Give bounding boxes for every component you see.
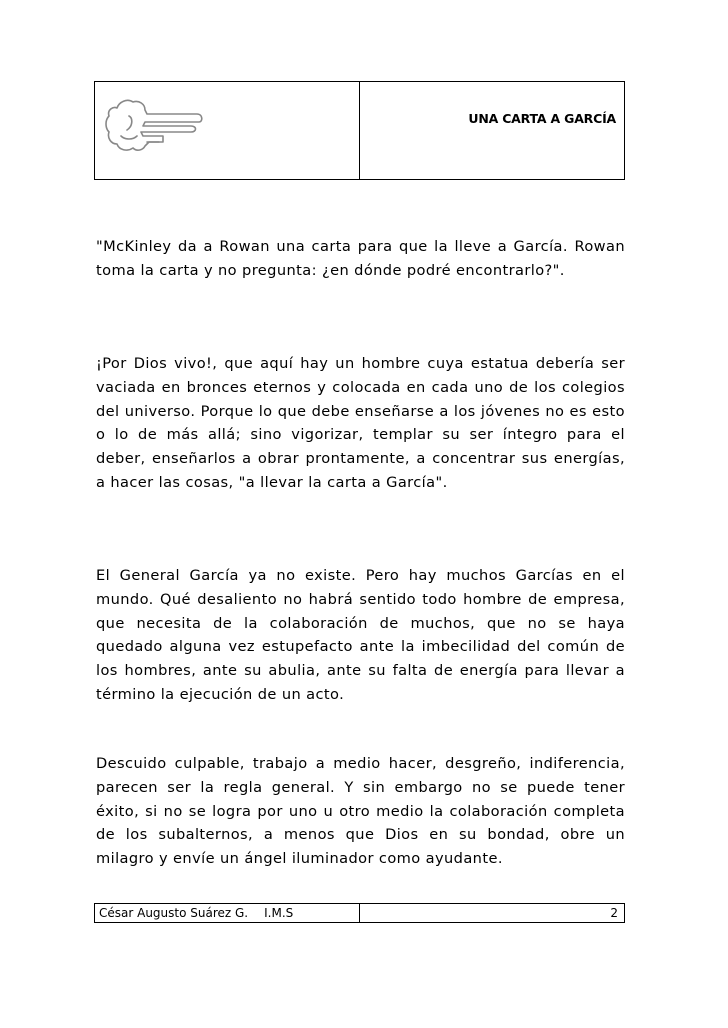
c-hand-logo-icon [103, 96, 203, 154]
footer-table [94, 903, 625, 923]
header-logo-cell [95, 82, 360, 179]
footer-author: César Augusto Suárez G. [99, 906, 249, 920]
header-table [94, 81, 625, 180]
page-number: 2 [610, 906, 618, 920]
paragraph: ¡Por Dios vivo!, que aquí hay un hombre cuya estatua debería ser vaciada en bronces eternos y colocada en cada uno de los colegios del universo. Porque lo que debe enseñarse a los jóvenes no es esto o lo de más allá; sino vigorizar, templar su ser íntegro para el deber, enseñarlos a obrar prontamente, a concentrar sus energías, a hacer las cosas, "a llevar la carta a García". [96, 355, 625, 491]
header-title-cell [360, 82, 624, 179]
footer-org: I.M.S [264, 906, 294, 920]
paragraph: "McKinley da a Rowan una carta para que la lleve a García. Rowan toma la carta y no pregunta: ¿en dónde podré encontrarlo?". [96, 238, 625, 279]
paragraph: Descuido culpable, trabajo a medio hacer, desgreño, indiferencia, parecen ser la regla general. Y sin embargo no se puede tener éxito, si no se logra por uno u otro medio la colaboración completa de los subalternos, a menos que Dios en su bondad, obre un milagro y envíe un ángel iluminador como ayudante. [96, 755, 625, 868]
footer-author-cell [95, 904, 360, 922]
document-title: UNA CARTA A GARCÍA [468, 111, 616, 126]
paragraph: El General García ya no existe. Pero hay muchos Garcías en el mundo. Qué desaliento no habrá sentido todo hombre de empresa, que necesita de la colaboración de muchos, que no se haya quedado alguna vez estupefacto ante la imbecilidad del común de los hombres, ante su abulia, ante su falta de energía para llevar a término la ejecución de un acto. [96, 567, 625, 703]
